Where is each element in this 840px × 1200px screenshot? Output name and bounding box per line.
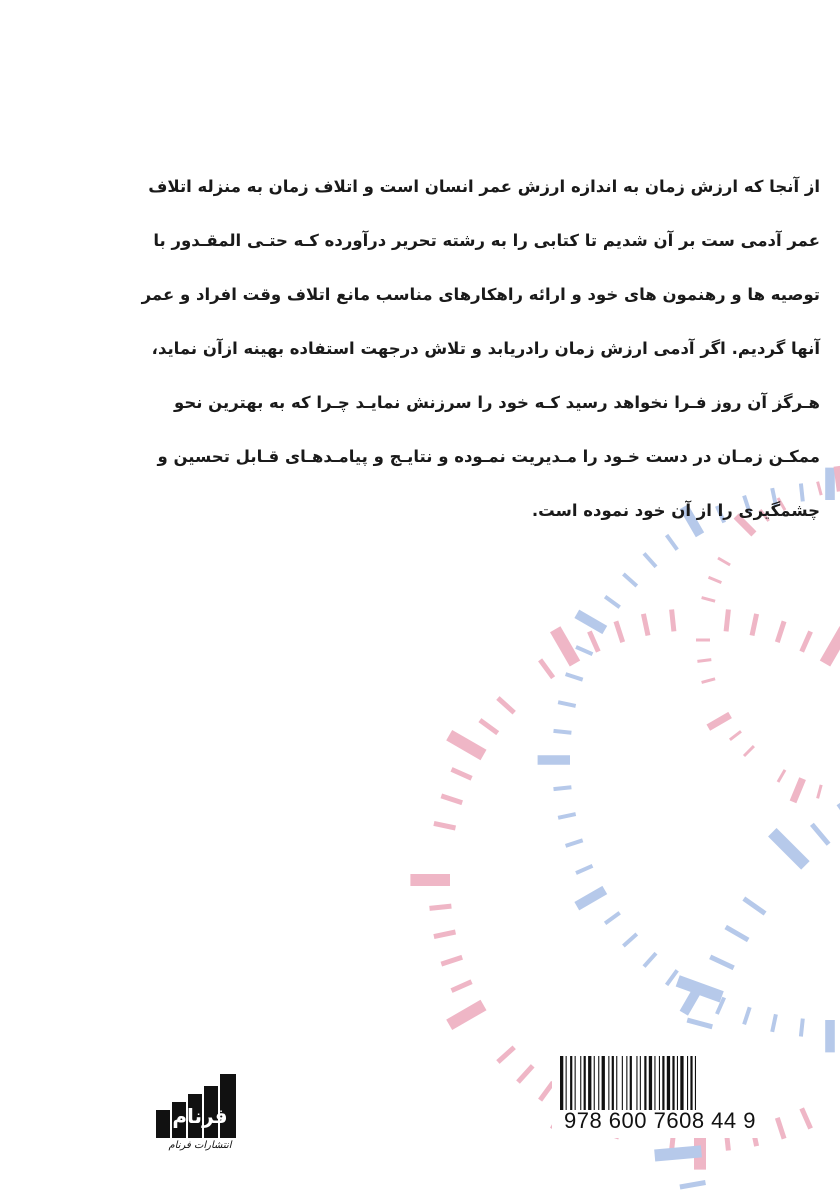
publisher-subtitle: انتشارات فرنام <box>168 1140 232 1151</box>
clock-tick <box>441 796 462 803</box>
barcode-bar <box>612 1056 614 1110</box>
barcode-bar <box>566 1056 567 1110</box>
clock-tick <box>777 1118 784 1139</box>
clock-tick <box>576 866 593 873</box>
clock-tick <box>566 674 583 680</box>
clock-tick <box>643 614 648 636</box>
barcode-bar <box>602 1056 605 1110</box>
clock-tick <box>518 1066 533 1082</box>
clock-tick <box>744 1007 750 1024</box>
clock-tick <box>678 981 722 997</box>
clock-tick <box>554 787 572 789</box>
clock-tick <box>452 982 472 991</box>
clock-tick <box>452 769 472 778</box>
clock-tick <box>672 610 674 632</box>
clock-tick <box>726 610 728 632</box>
clock-tick <box>480 720 498 733</box>
barcode-bar <box>622 1056 623 1110</box>
clock-tick <box>687 1020 712 1027</box>
clock-tick <box>566 840 583 846</box>
publisher-logo <box>150 1080 250 1160</box>
barcode-bar <box>695 1056 696 1110</box>
barcode-bar <box>594 1056 595 1110</box>
barcode-bar <box>644 1056 646 1110</box>
clock-tick <box>680 1183 706 1188</box>
clock-tick <box>434 823 456 828</box>
clock-tick <box>752 614 757 636</box>
isbn-barcode <box>552 1050 768 1138</box>
barcode-bar <box>580 1056 581 1110</box>
barcode-bar <box>667 1056 670 1110</box>
barcode-bar <box>598 1056 599 1110</box>
barcode-bar <box>654 1056 655 1110</box>
clock-tick <box>644 553 656 566</box>
clock-tick <box>744 899 765 914</box>
clock-tick <box>449 1005 483 1025</box>
clock-tick <box>772 832 805 865</box>
clock-tick <box>702 598 716 602</box>
clock-tick <box>702 679 716 683</box>
clock-tick <box>430 906 452 908</box>
barcode-bar <box>662 1056 664 1110</box>
clock-tick <box>825 629 840 663</box>
clock-tick <box>812 824 829 844</box>
clock-tick <box>793 779 803 802</box>
barcode-bar <box>570 1056 572 1110</box>
clock-tick <box>623 574 636 586</box>
barcode-bar <box>672 1056 674 1110</box>
barcode-bar <box>626 1056 627 1110</box>
clock-tick <box>744 746 754 756</box>
clock-tick <box>616 621 623 642</box>
text-line: از آنجا که ارزش زمان به اندازه ارزش عمر انسان است و اتلاف زمان به منزله اتلاف <box>148 177 820 196</box>
clock-tick <box>558 702 576 706</box>
clock-tick <box>558 814 576 818</box>
clock-tick <box>708 715 730 728</box>
barcode-bar <box>640 1056 641 1110</box>
text-line: ممکـن زمـان در دست خـود را مـدیریت نمـوده و نتایـج و پیامـدهـای قـابل تحسین و <box>157 447 820 466</box>
barcode-bars-icon <box>560 1056 760 1110</box>
barcode-bar <box>575 1056 576 1110</box>
clock-tick <box>730 731 741 740</box>
text-line: چشمگیری را از آن خود نموده است. <box>531 501 820 520</box>
clock-tick <box>777 621 784 642</box>
logo-wordmark: فرنام <box>172 1104 228 1128</box>
clock-tick <box>554 731 572 733</box>
clock-tick <box>726 927 749 940</box>
clock-tick <box>498 698 514 713</box>
barcode-bar <box>560 1056 563 1110</box>
barcode-bar <box>659 1056 660 1110</box>
text-line: آنها گردیم. اگر آدمی ارزش زمان رادریابد و تلاش درجهت استفاده بهینه ازآن نماید، <box>151 339 820 358</box>
clock-tick <box>655 1151 702 1155</box>
clock-tick <box>577 890 605 906</box>
clock-tick <box>449 735 483 755</box>
barcode-bar <box>616 1056 617 1110</box>
clock-tick <box>555 629 575 663</box>
barcode-bar <box>608 1056 609 1110</box>
clock-tick <box>802 1108 811 1128</box>
clock-tick <box>540 660 553 678</box>
barcode-bar <box>677 1056 678 1110</box>
barcode-bar <box>584 1056 586 1110</box>
barcode-bar <box>680 1056 683 1110</box>
clock-tick <box>818 785 822 799</box>
barcode-bar <box>690 1056 692 1110</box>
clock-tick <box>605 913 620 924</box>
barcode-bar <box>588 1056 591 1110</box>
barcode-bar <box>649 1056 652 1110</box>
clock-tick <box>576 647 593 654</box>
clock-tick <box>710 957 734 968</box>
clock-tick <box>498 1047 514 1062</box>
clock-tick <box>434 932 456 937</box>
clock-tick <box>589 632 598 652</box>
clock-tick <box>801 1019 803 1037</box>
text-line: هـرگز آن روز فـرا نخواهد رسید کـه خود را سرزنش نمایـد چـرا که به بهترین نحو <box>173 393 820 412</box>
isbn-number: 978 600 7608 44 9 <box>563 1108 756 1133</box>
clock-tick <box>697 660 711 662</box>
clock-tick <box>605 597 620 608</box>
clock-tick <box>577 614 605 630</box>
clock-tick <box>623 934 636 946</box>
clock-tick <box>778 770 785 782</box>
clock-tick <box>644 953 656 966</box>
barcode-bar <box>687 1056 688 1110</box>
clock-tick <box>709 577 722 582</box>
text-line: توصیه ها و رهنمون های خود و ارائه راهکارهای مناسب مانع اتلاف وقت افراد و عمر <box>141 285 820 304</box>
clock-tick <box>718 558 730 565</box>
barcode-bar <box>630 1056 632 1110</box>
clock-tick <box>772 1014 776 1032</box>
clock-tick <box>441 957 462 964</box>
clock-tick <box>802 632 811 652</box>
text-line: عمر آدمی ست بر آن شدیم تا کتابی را به رشته تحریر درآورده کـه حتـی المقـدور با <box>153 231 820 250</box>
back-cover-text <box>120 160 820 538</box>
clock-tick <box>667 970 678 985</box>
barcode-bar <box>636 1056 637 1110</box>
